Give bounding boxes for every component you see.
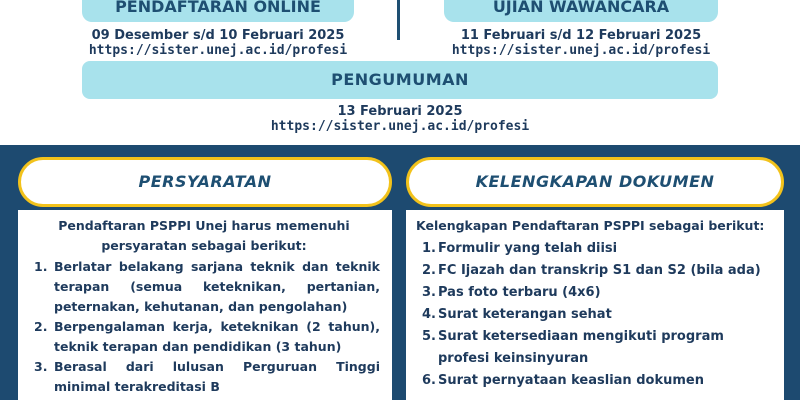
pendaftaran-online-label: PENDAFTARAN ONLINE [82,0,354,22]
list-item-number: 1. [422,241,436,256]
kelengkapan-intro: Kelengkapan Pendaftaran PSPPI sebagai berikut: [416,218,765,233]
list-item-number: 6. [422,373,436,388]
ujian-wawancara-label: UJIAN WAWANCARA [444,0,718,22]
persyaratan-intro: Pendaftaran PSPPI Unej harus memenuhi persyaratan sebagai berikut: [58,218,350,253]
list-item-text: Formulir yang telah diisi [438,241,618,256]
list-item [414,326,774,370]
ujian-wawancara-date: 11 Februari s/d 12 Februari 2025 [460,28,702,43]
list-item-text: FC Ijazah dan transkrip S1 dan S2 (bila ada) [438,263,761,278]
persyaratan-panel [18,210,392,400]
pengumuman-info [200,104,600,134]
pengumuman-date: 13 Februari 2025 [337,104,463,119]
list-item-text: Surat pernyataan keaslian dokumen [438,373,704,388]
list-item-number: 2. [422,263,436,278]
list-item [414,282,774,304]
pengumuman-label: PENGUMUMAN [82,61,718,99]
list-item-text: Berlatar belakang sarjana teknik dan teknik terapan (semua keteknikan, pertanian, peternakan, kehutanan, dan pengolahan) [54,259,380,314]
list-item [28,357,380,397]
persyaratan-header: PERSYARATAN [18,157,392,207]
ujian-wawancara-url[interactable]: https://sister.unej.ac.id/profesi [451,43,711,58]
list-item-text: Surat keterangan sehat [438,307,612,322]
list-item-text: Surat ketersediaan mengikuti program profesi keinsinyuran [438,329,724,366]
list-item [414,304,774,326]
pendaftaran-online-info [82,28,354,58]
pengumuman-url[interactable]: https://sister.unej.ac.id/profesi [270,119,530,134]
list-item-number: 5. [422,329,436,344]
kelengkapan-panel [406,210,784,400]
persyaratan-list [28,257,380,397]
list-item-text: Berasal dari lulusan Perguruan Tinggi minimal terakreditasi B [54,359,380,394]
pendaftaran-online-url[interactable]: https://sister.unej.ac.id/profesi [88,43,348,58]
list-item-number: 4. [422,307,436,322]
list-item [28,257,380,317]
list-item-text: Berpengalaman kerja, keteknikan (2 tahun), teknik terapan dan pendidikan (3 tahun) [54,319,380,354]
list-item [28,317,380,357]
kelengkapan-dokumen-header: KELENGKAPAN DOKUMEN [406,157,784,207]
list-item [414,238,774,260]
list-item [414,370,774,392]
list-item-number: 3. [34,359,48,374]
ujian-wawancara-info [444,28,718,58]
schedule-section [0,0,800,145]
list-item-number: 3. [422,285,436,300]
list-item [414,260,774,282]
list-item-text: Pas foto terbaru (4x6) [438,285,601,300]
pendaftaran-online-date: 09 Desember s/d 10 Februari 2025 [91,28,345,43]
list-item-number: 2. [34,319,48,334]
list-item-number: 1. [34,259,48,274]
kelengkapan-list [414,238,774,392]
timeline-divider [397,0,400,40]
